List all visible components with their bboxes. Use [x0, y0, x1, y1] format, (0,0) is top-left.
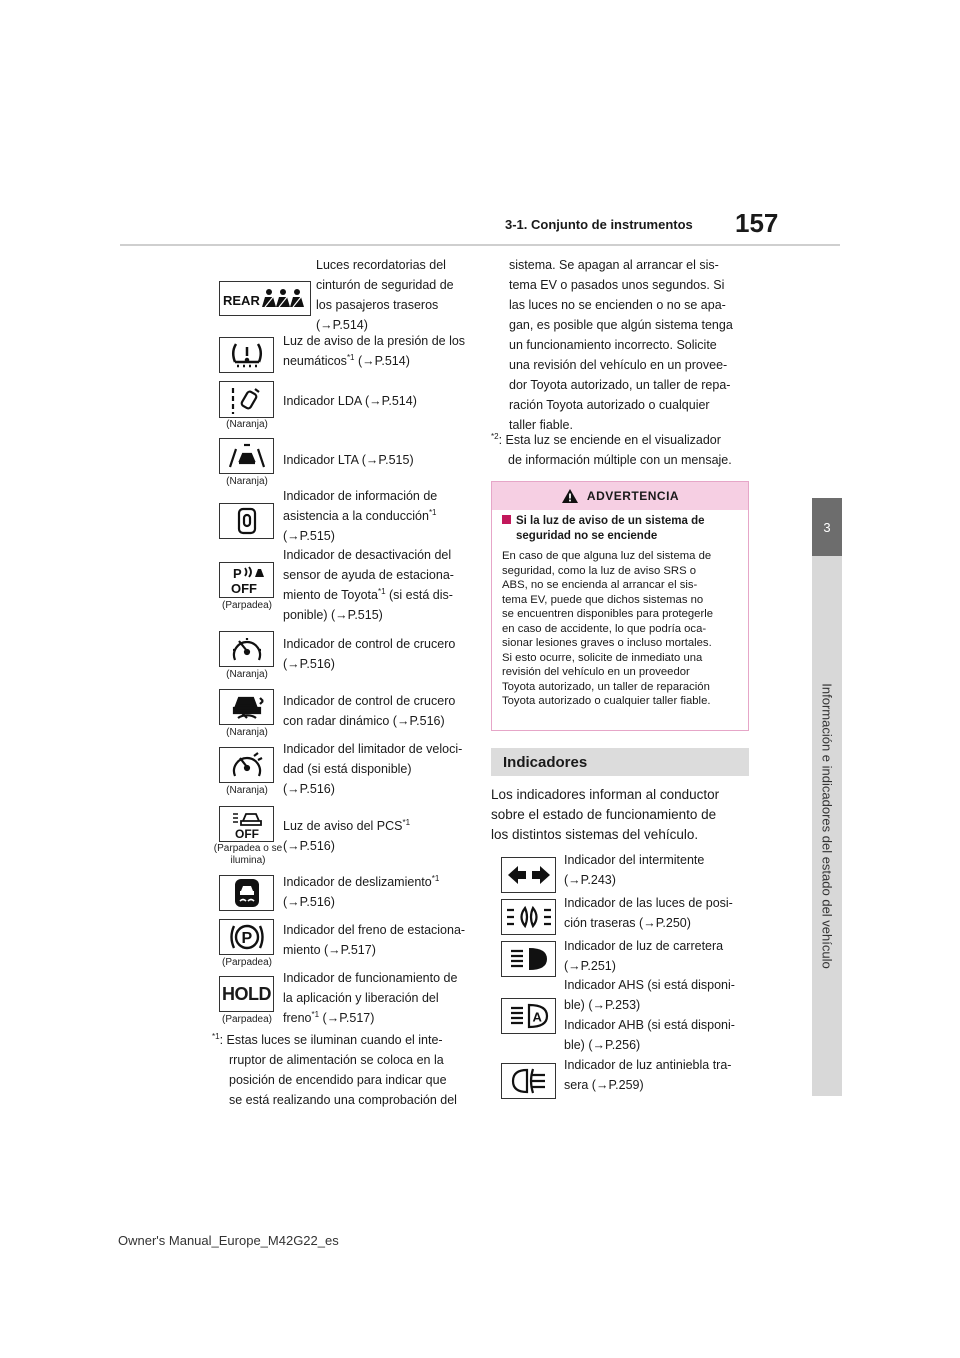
cruise-label: (Naranja) [226, 669, 268, 680]
warning-body: En caso de que alguna luz del sistema de seguridad, como la luz de aviso SRS o ABS, no se encienda al arrancar el sis- tema EV, puede que dichos sistemas no se encuentren disponibles para protegerle en caso de accidente, lo que podría oca- sionar lesiones graves o incluso mortales. Si esto ocurre, solicite de inmediato una revisión del vehículo en un proveedor Toyota autorizado, un taller de reparación Toyota autorizado o cualquier taller fiable. [502, 550, 714, 707]
parking-sensor-label: (Parpadea) [221, 600, 273, 611]
turn-signal-icon [501, 857, 556, 893]
desc-high-beam: Indicador de luz de carretera (→P.251) [564, 939, 724, 973]
desc-driving-assist: Indicador de información de asistencia a la conducción$^{*1}$ (→P.515) [283, 489, 438, 543]
indicadores-intro: Los indicadores informan al conductor sobre el estado de funcionamiento de los distintos sistemas del vehículo. [491, 787, 720, 842]
desc-tire-pressure: Luz de aviso de la presión de los neumáticos$^{*1}$ (→P.514) [283, 334, 466, 368]
footer: Owner's Manual_Europe_M42G22_es [118, 1233, 339, 1248]
desc-position-lights: Indicador de las luces de posi- ción traseras (→P.250) [564, 896, 733, 930]
high-beam-icon [501, 941, 556, 977]
chapter-tab: 3 [812, 498, 842, 556]
lda-icon [219, 381, 274, 418]
chapter-title: Información e indicadores del estado del vehículo [819, 683, 835, 969]
desc-speed-limiter: Indicador del limitador de veloci- dad (si está disponible) (→P.516) [283, 742, 463, 796]
rear-seatbelt-icon [219, 281, 311, 316]
warning-box [491, 481, 749, 731]
ahs-icon [501, 998, 556, 1034]
desc-parking-brake: Indicador del freno de estaciona- miento (→P.517) [283, 923, 466, 957]
lta-label: (Naranja) [226, 476, 268, 487]
warning-header [492, 482, 748, 510]
desc-cruise: Indicador de control de crucero (→P.516) [283, 637, 456, 671]
desc-rear-seatbelt: Luces recordatorias del cinturón de seguridad de los pasajeros traseros (→P.514) [316, 258, 454, 332]
off-text: OFF [230, 581, 257, 596]
page-number: 157 [735, 208, 779, 238]
parking-brake-label: (Parpadea) [221, 957, 273, 968]
warning-title: ADVERTENCIA [586, 489, 680, 503]
warning-icon [561, 488, 579, 504]
desc-parking-sensor: Indicador de desactivación del sensor de ayuda de estaciona- miento de Toyota$^{*1}$ (si está dis- ponible) (→P.515) [283, 548, 454, 622]
pcs-label: (Parpadea o se ilumina) [213, 843, 283, 866]
hold-label: (Parpadea) [221, 1014, 273, 1025]
hold-icon [219, 976, 274, 1012]
indicadores-heading: Indicadores [491, 748, 749, 776]
footnote-2: $^{*2}$: Esta luz se enciende en el visualizador de información múltiple con un mensaje. [491, 432, 732, 467]
desc-ahs: Indicador AHS (si está disponi- ble) (→P.253) Indicador AHB (si está disponi- ble) (→P.256) [564, 978, 735, 1052]
driving-assist-icon [219, 503, 274, 539]
desc-lda: Indicador LDA (→P.514) [283, 394, 417, 408]
desc-hold: Indicador de funcionamiento de la aplicación y liberación del freno$^{*1}$ (→P.517) [283, 971, 458, 1025]
rear-fog-icon [501, 1063, 556, 1099]
cruise-control-icon [219, 631, 274, 667]
lda-label: (Naranja) [226, 419, 268, 430]
footnote-1: $^{*1}$: Estas luces se iluminan cuando el inte- rruptor de alimentación se coloca en la posición de encendido para indicar que se está realizando una comprobación del [212, 1032, 457, 1107]
radar-cruise-icon [219, 689, 274, 725]
desc-rear-fog: Indicador de luz antiniebla tra- sera (→P.259) [564, 1058, 732, 1092]
radar-cruise-label: (Naranja) [226, 727, 268, 738]
parking-brake-icon [219, 919, 274, 955]
hold-text: HOLD [222, 983, 271, 1004]
desc-pcs: Luz de aviso del PCS$^{*1}$ (→P.516) [283, 818, 411, 853]
desc-slip: Indicador de deslizamiento$^{*1}$ (→P.516) [283, 874, 440, 909]
slip-icon [219, 875, 274, 911]
header-divider [120, 244, 840, 246]
pcs-off-icon [219, 806, 274, 842]
svg-text:P: P [241, 930, 252, 947]
svg-text:P: P [232, 566, 242, 581]
pcs-off-text: OFF [234, 827, 259, 840]
svg-text:A: A [532, 1009, 542, 1025]
desc-radar-cruise: Indicador de control de crucero con radar dinámico (→P.516) [283, 694, 456, 728]
warning-subtitle: Si la luz de aviso de un sistema de seguridad no se enciende [502, 514, 740, 544]
speed-limiter-icon [219, 747, 274, 783]
rear-text: REAR [223, 292, 260, 308]
desc-turn-signal: Indicador del intermitente (→P.243) [564, 853, 705, 887]
parking-sensor-off-icon [219, 562, 274, 598]
tire-pressure-icon [219, 337, 274, 373]
position-lights-icon [501, 899, 556, 935]
footnote-1-continuation: sistema. Se apagan al arrancar el sis- tema EV o pasados unos segundos. Si las luces no se encienden o no se apa- gan, es posible que algún sistema tenga un funcionamiento incorrecto. Solicite una revisión del vehículo en un provee- dor Toyota autorizado, un taller de repa- ración Toyota autorizado o cualquier taller fiable. [509, 258, 733, 432]
desc-lta: Indicador LTA (→P.515) [283, 453, 414, 467]
speed-limiter-label: (Naranja) [226, 785, 268, 796]
lta-icon [219, 438, 274, 474]
section-title: 3-1. Conjunto de instrumentos [505, 217, 693, 232]
